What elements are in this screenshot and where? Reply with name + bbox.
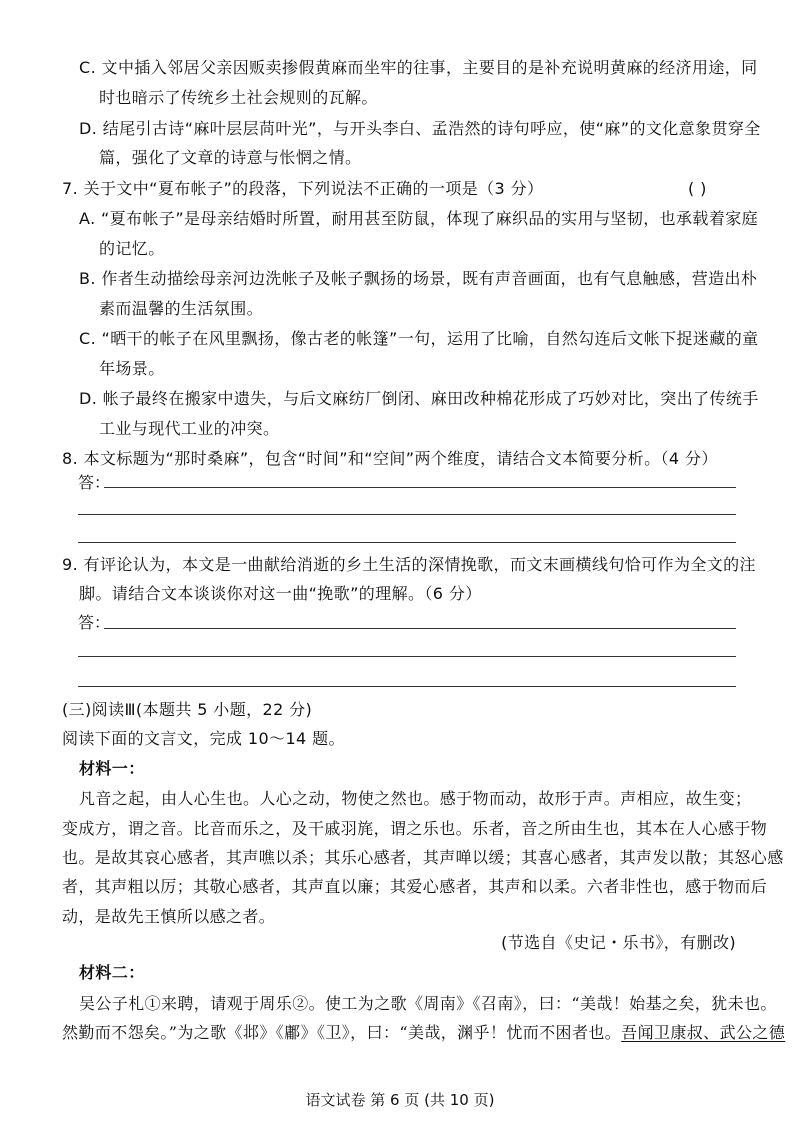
q9-stem-line1: 9. 有评论认为，本文是一曲献给消逝的乡土生活的深情挽歌，而文末画横线句恰可作为全文的注 — [62, 555, 756, 574]
material1-line-2: 变成方，谓之音。比音而乐之，及干戚羽旄，谓之乐也。乐者，音之所由生也，其本在人心感于物 — [62, 819, 768, 838]
section3-heading: (三)阅读Ⅲ(本题共 5 小题，22 分) — [62, 700, 313, 719]
material2-title: 材料二： — [79, 963, 145, 982]
q7-answer-paren: ( ) — [688, 179, 707, 198]
material2-line-1: 吴公子札①来聘，请观于周乐②。使工为之歌《周南》《召南》，曰：“美哉！始基之矣，犹未也。 — [79, 994, 777, 1013]
material1-line-3: 也。是故其哀心感者，其声噍以杀；其乐心感者，其声啴以缓；其喜心感者，其声发以散；其怒心感 — [62, 848, 784, 867]
q9-stem-line2: 脚。请结合文本谈谈你对这一曲“挽歌”的理解。（6 分） — [79, 584, 482, 603]
page-footer: 语文试卷 第 6 页 (共 10 页) — [305, 1091, 495, 1109]
q6-option-c-line1: C. 文中插入邻居父亲因贩卖掺假黄麻而坐牢的往事，主要目的是补充说明黄麻的经济用途，同 — [79, 58, 758, 77]
q7-option-d-line1: D. 帐子最终在搬家中遗失，与后文麻纺厂倒闭、麻田改种棉花形成了巧妙对比，突出了传统手 — [79, 389, 759, 408]
q7-option-a-line1: A. “夏布帐子”是母亲结婚时所置，耐用甚至防鼠，体现了麻织品的实用与坚韧，也承载着家庭 — [79, 209, 759, 228]
material1-title: 材料一： — [79, 759, 145, 778]
material2-line-2 — [62, 1022, 785, 1044]
q7-stem: 7. 关于文中“夏布帐子”的段落，下列说法不正确的一项是（3 分） — [62, 179, 544, 198]
q7-option-b-line1: B. 作者生动描绘母亲河边洗帐子及帐子飘扬的场景，既有声音画面，也有气息触感，营造出朴 — [79, 269, 758, 288]
q8-answer-line-1[interactable] — [104, 487, 736, 488]
q8-answer-line-3[interactable] — [78, 542, 736, 543]
material1-line-1: 凡音之起，由人心生也。人心之动，物使之然也。感于物而动，故形于声。声相应，故生变； — [79, 789, 752, 808]
q8-stem: 8. 本文标题为“那时桑麻”，包含“时间”和“空间”两个维度，请结合文本简要分析。（4 分） — [62, 449, 718, 468]
q7-option-c-line2: 年场景。 — [99, 359, 165, 378]
q7-option-a-line2: 的记忆。 — [99, 239, 165, 258]
material1-line-4: 者，其声粗以厉；其敬心感者，其声直以廉；其爱心感者，其声和以柔。六者非性也，感于物而后 — [62, 877, 768, 896]
q9-answer-label: 答： — [78, 613, 111, 632]
q7-option-d-line2: 工业与现代工业的冲突。 — [99, 419, 280, 438]
q6-option-c-line2: 时也暗示了传统乡土社会规则的瓦解。 — [99, 88, 378, 107]
q9-answer-line-2[interactable] — [78, 656, 736, 657]
q7-option-c-line1: C. “晒干的帐子在风里飘扬，像古老的帐篷”一句，运用了比喻，自然勾连后文帐下捉迷藏的童 — [79, 329, 759, 348]
q9-answer-line-3[interactable] — [78, 686, 736, 687]
material1-line-5: 动，是故先王慎所以感之者。 — [62, 907, 276, 926]
q7-option-b-line2: 素而温馨的生活氛围。 — [99, 299, 264, 318]
q6-option-d-line2: 篇，强化了文章的诗意与怅惘之情。 — [99, 148, 362, 167]
q9-answer-line-1[interactable] — [104, 628, 736, 629]
q8-answer-label: 答： — [78, 473, 111, 492]
q6-option-d-line1: D. 结尾引古诗“麻叶层层苘叶光”，与开头李白、孟浩然的诗句呼应，使“麻”的文化意象贯穿全 — [79, 119, 761, 138]
section3-instruction: 阅读下面的文言文，完成 10～14 题。 — [62, 729, 345, 748]
material2-underlined-sentence: 吾闻卫康叔、武公之德 — [621, 1023, 786, 1042]
material1-source: (节选自《史记・乐书》，有删改) — [501, 933, 736, 952]
material2-line-2-text: 然勤而不怨矣。”为之歌《邶》《鄘》《卫》，曰：“美哉，渊乎！忧而不困者也。 — [62, 1023, 622, 1042]
q8-answer-line-2[interactable] — [78, 514, 736, 515]
